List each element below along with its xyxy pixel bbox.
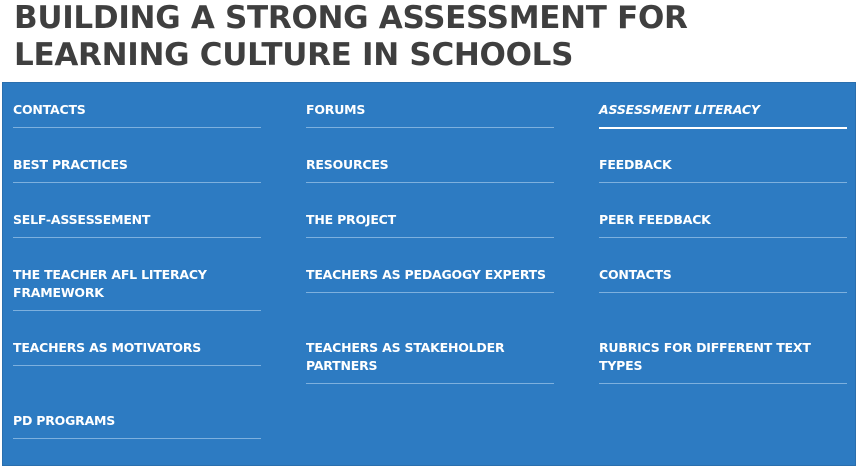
nav-item-teachers-as-stakeholder-partners[interactable]: TEACHERS AS STAKEHOLDER PARTNERS xyxy=(306,339,554,384)
nav-item-self-assessement[interactable]: SELF-ASSESSEMENT xyxy=(13,211,261,238)
nav-item-feedback[interactable]: FEEDBACK xyxy=(599,156,847,183)
nav-item-resources[interactable]: RESOURCES xyxy=(306,156,554,183)
nav-item-peer-feedback[interactable]: PEER FEEDBACK xyxy=(599,211,847,238)
nav-item-contacts-2[interactable]: CONTACTS xyxy=(599,266,847,293)
nav-item-teachers-as-motivators[interactable]: TEACHERS AS MOTIVATORS xyxy=(13,339,261,366)
main-navigation-menu xyxy=(2,82,856,466)
nav-item-assessment-literacy[interactable]: ASSESSMENT LITERACY xyxy=(599,101,847,129)
nav-item-forums[interactable]: FORUMS xyxy=(306,101,554,128)
nav-item-rubrics-for-different-text-types[interactable]: RUBRICS FOR DIFFERENT TEXT TYPES xyxy=(599,339,847,384)
page-title: BUILDING A STRONG ASSESSMENT FOR LEARNING CULTURE IN SCHOOLS xyxy=(14,0,688,73)
nav-item-contacts[interactable]: CONTACTS xyxy=(13,101,261,128)
nav-item-teachers-as-pedagogy-experts[interactable]: TEACHERS AS PEDAGOGY EXPERTS xyxy=(306,266,554,293)
nav-item-best-practices[interactable]: BEST PRACTICES xyxy=(13,156,261,183)
nav-item-pd-programs[interactable]: PD PROGRAMS xyxy=(13,412,261,439)
nav-item-the-project[interactable]: THE PROJECT xyxy=(306,211,554,238)
nav-item-teacher-afl-literacy-framework[interactable]: THE TEACHER AFL LITERACY FRAMEWORK xyxy=(13,266,261,311)
